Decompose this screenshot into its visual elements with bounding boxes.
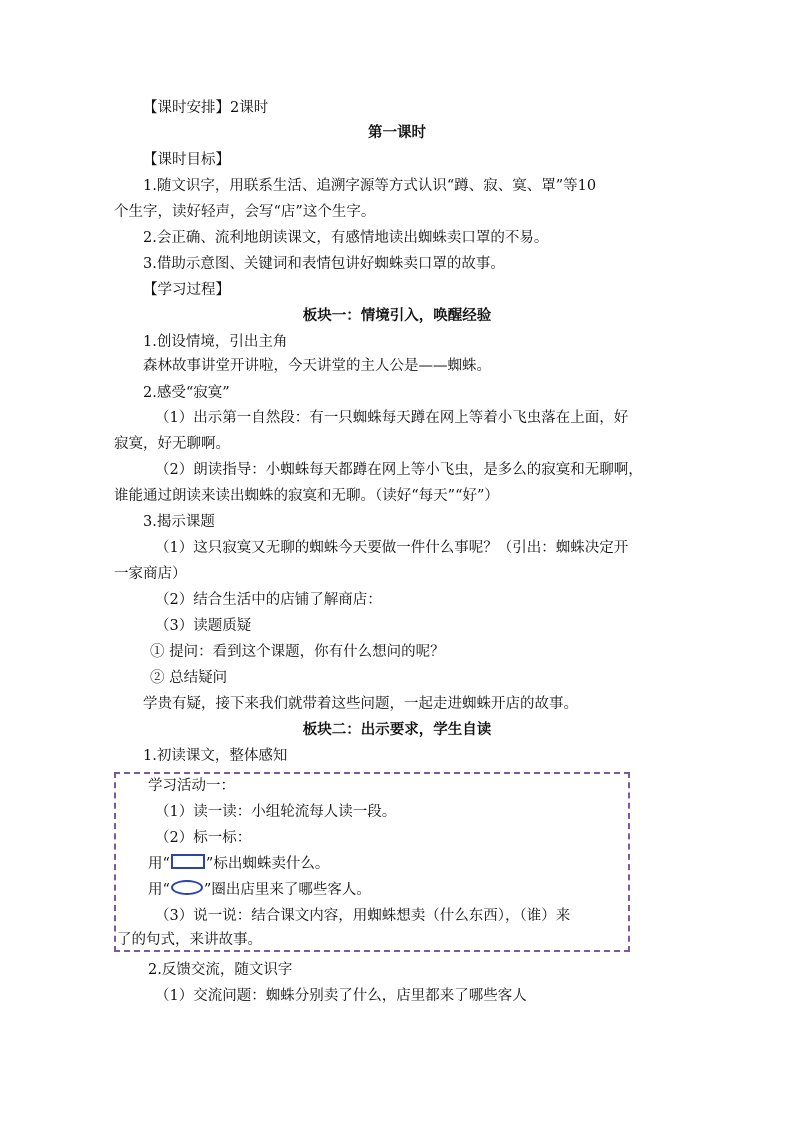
activity-read: （1）读一读：小组轮流每人读一段。 [155,804,397,820]
activity-mark-oval-line [148,880,371,900]
rectangle-outline-icon [171,854,205,869]
objective-2: 2.会正确、流利地朗读课文，有感情地读出蜘蛛卖口罩的不易。 [143,230,549,246]
step-1-1-text: 森林故事讲堂开讲啦，今天讲堂的主人公是——蜘蛛。 [143,358,491,374]
objective-1-line-1: 1.随文识字，用联系生活、追溯字源等方式认识“蹲、寂、寞、罩”等10 [143,178,597,194]
activity-tell-line-2: 了的句式，来讲故事。 [117,932,262,948]
section-2-title: 板块二：出示要求，学生自读 [302,721,492,738]
lesson-title: 第一课时 [368,124,426,141]
step-1-2-b-line-2: 谁能通过朗读来读出蜘蛛的寂寞和无聊。（读好“每天”“好”） [114,488,499,504]
step-1-3-c-1: ① 提问：看到这个课题，你有什么想问的呢？ [150,644,445,660]
step-1-2-a-line-2: 寂寞，好无聊啊。 [114,436,230,452]
activity-mark: （2）标一标： [155,830,252,846]
step-1-1: 1.创设情境，引出主角 [143,334,288,350]
step-1-3-a-line-1: （1）这只寂寞又无聊的蜘蛛今天要做一件什么事呢？（引出：蜘蛛决定开 [155,540,629,556]
step-1-2: 2.感受“寂寞” [143,385,230,401]
step-2-2-a: （1）交流问题：蜘蛛分别卖了什么，店里都来了哪些客人 [155,988,527,1004]
process-heading: 【学习过程】 [143,282,230,298]
step-1-3-c: （3）读题质疑 [155,618,252,634]
objective-1-line-2: 个生字，读好轻声，会写“店”这个生字。 [114,204,376,220]
step-1-2-b-line-1: （2）朗读指导：小蜘蛛每天都蹲在网上等小飞虫，是多么的寂寞和无聊啊， [155,462,643,478]
activity-tell-line-1: （3）说一说：结合课文内容，用蜘蛛想卖（什么东西），（谁）来 [155,908,571,924]
step-2-1: 1.初读课文，整体感知 [143,748,288,764]
step-1-2-a-line-1: （1）出示第一自然段：有一只蜘蛛每天蹲在网上等着小飞虫落在上面，好 [155,410,629,426]
step-2-2: 2.反馈交流，随文识字 [148,962,293,978]
mark-rect-text: ”标出蜘蛛卖什么。 [205,856,330,872]
quote-open: 用“ [148,856,170,872]
mark-oval-text: ”圈出店里来了哪些客人。 [203,882,371,898]
step-1-3-c-2: ② 总结疑问 [150,670,228,686]
activity-mark-rect-line [148,854,329,874]
step-1-3-a-line-2: 一家商店） [114,566,187,582]
step-1-3: 3.揭示课题 [143,514,215,530]
objectives-heading: 【课时目标】 [143,152,230,168]
quote-open: 用“ [148,882,170,898]
section-1-title: 板块一：情境引入，唤醒经验 [302,307,492,324]
step-1-3-b: （2）结合生活中的店铺了解商店： [155,592,382,608]
class-schedule: 【课时安排】2课时 [143,100,269,116]
oval-outline-icon [171,880,203,895]
activity-title: 学习活动一： [148,778,235,794]
objective-3: 3.借助示意图、关键词和表情包讲好蜘蛛卖口罩的故事。 [143,256,505,272]
step-1-3-summary: 学贵有疑，接下来我们就带着这些问题，一起走进蜘蛛开店的故事。 [143,696,578,712]
